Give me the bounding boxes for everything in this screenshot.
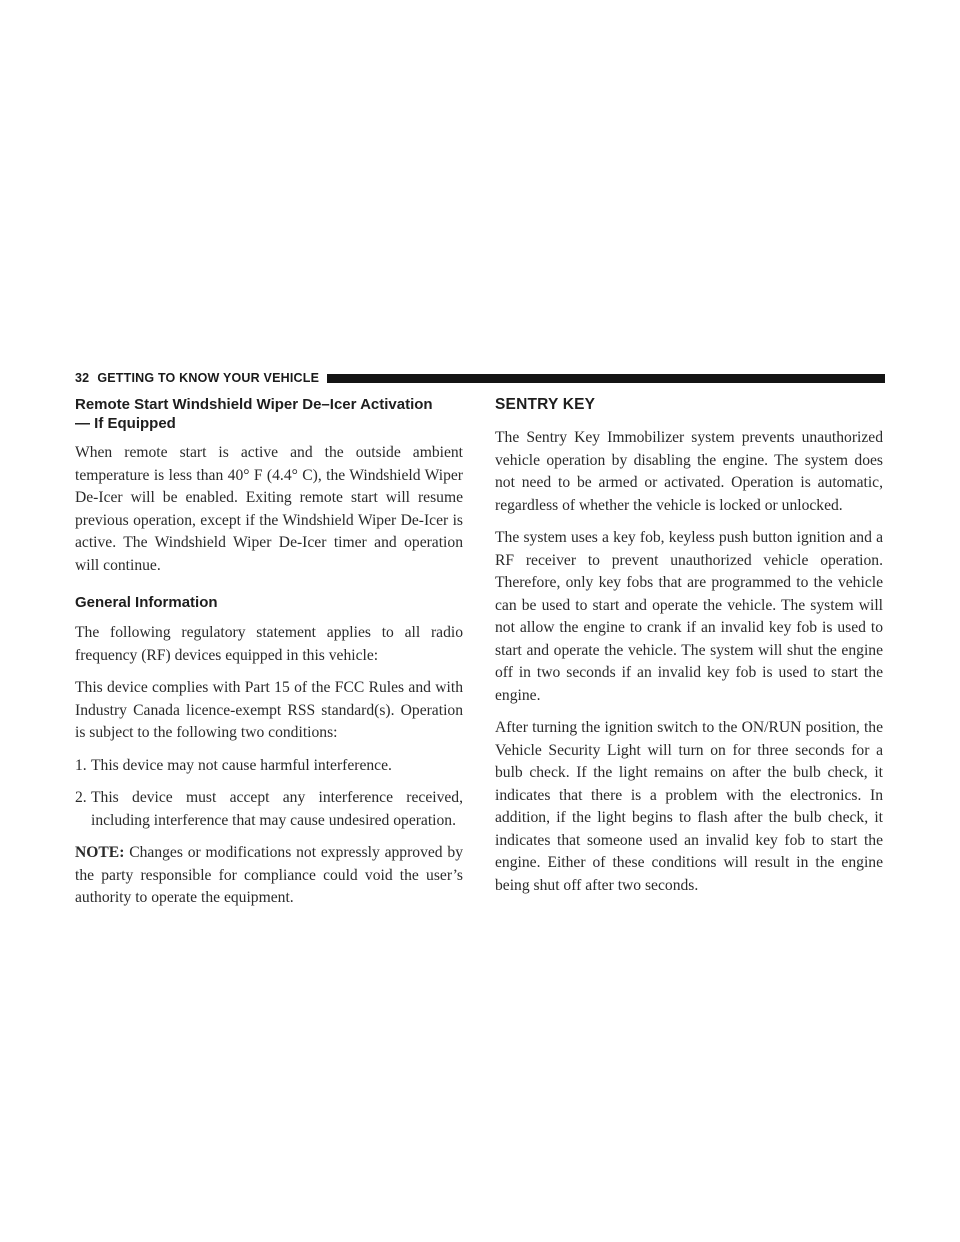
general-paragraph-1: The following regulatory statement applies to all radio frequency (RF) devices equipped in this vehicle: (75, 624, 463, 664)
wiper-deicer-paragraph: When remote start is active and the outside ambient temperature is less than 40° F (4.4° C), the Windshield Wiper De-Icer will be enabled. Exiting remote start will resume previous operation, except if the Windshield Wiper De-Icer is active. The Windshield Wiper De-Icer timer and operation will continue. (75, 444, 463, 574)
left-column (75, 393, 463, 920)
wiper-heading-line2: — If Equipped (75, 415, 176, 432)
list-item-number: 2. (75, 789, 87, 806)
general-paragraph-2: This device complies with Part 15 of the FCC Rules and with Industry Canada licence-exempt RSS standard(s). Operation is subject to the following two conditions: (75, 679, 463, 741)
list-item-text: This device may not cause harmful interference. (91, 756, 392, 774)
right-column (495, 393, 883, 907)
sentry-key-heading: SENTRY KEY (495, 396, 596, 413)
note-label: NOTE: (75, 844, 125, 861)
list-item-number: 1. (75, 756, 87, 774)
list-item (75, 787, 463, 832)
sentry-paragraph-3: After turning the ignition switch to the ON/RUN position, the Vehicle Security Light will turn on for three seconds for a bulb check. If the light remains on after the bulb check, it indicates that there is a problem with the electronics. In addition, if the light begins to flash after the bulb check, it indicates that someone used an invalid key fob to start the engine. Either of these conditions will result in the engine being shut off after two seconds. (495, 719, 883, 894)
list-item (75, 755, 463, 778)
general-information-heading: General Information (75, 594, 218, 611)
section-title: GETTING TO KNOW YOUR VEHICLE (97, 371, 320, 385)
note-text: Changes or modifications not expressly approved by the party responsible for compliance could void the user’s authority to operate the equipment. (75, 844, 463, 906)
header-rule (327, 374, 885, 383)
page-header (75, 371, 885, 385)
page-number: 32 (75, 371, 90, 385)
wiper-heading-line1: Remote Start Windshield Wiper De–Icer Activation (75, 396, 433, 413)
list-item-text: This device must accept any interference received, including interference that may cause undesired operation. (91, 789, 463, 829)
note-paragraph (75, 842, 463, 910)
sentry-paragraph-2: The system uses a key fob, keyless push button ignition and a RF receiver to prevent unauthorized vehicle operation. Therefore, only key fobs that are programmed to the vehicle can be used to start and operate the vehicle. The system will not allow the engine to crank if an invalid key fob is used to start and operate the vehicle. The system will shut the engine off in two seconds if an invalid key fob is used to start the engine. (495, 529, 883, 704)
wiper-deicer-heading (75, 395, 463, 433)
sentry-paragraph-1: The Sentry Key Immobilizer system prevents unauthorized vehicle operation by disabling the engine. The system does not need to be armed or activated. Operation is automatic, regardless of whether the vehicle is locked or unlocked. (495, 429, 883, 514)
